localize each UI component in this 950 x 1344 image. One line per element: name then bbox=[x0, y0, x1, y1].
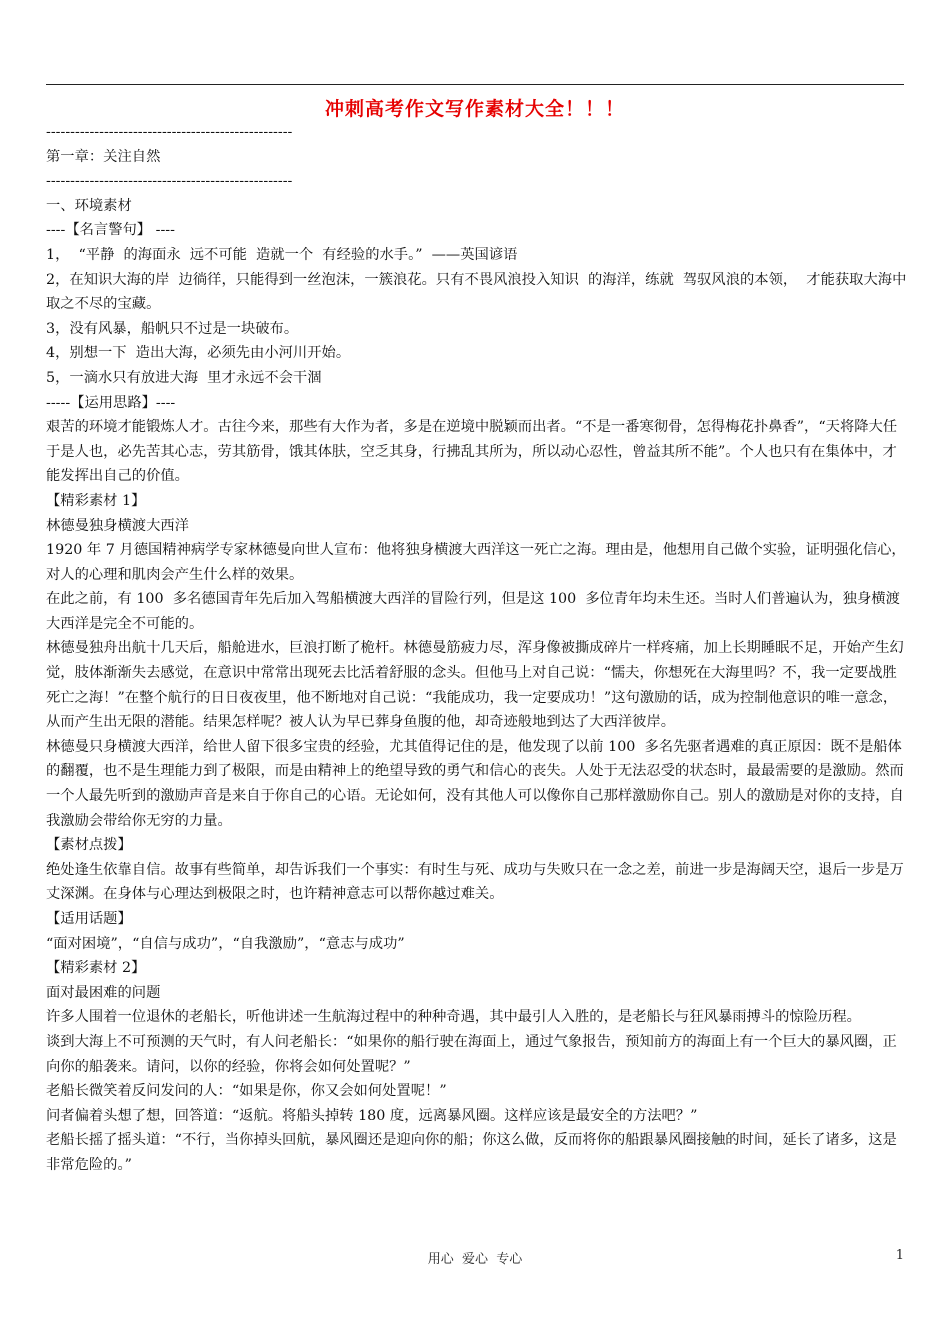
quote-item: 2，在知识大海的岸 边徜徉，只能得到一丝泡沫，一簇浪花。只有不畏风浪投入知识 的海洋，练就 驾驭风浪的本领， 才能获取大海中取之不尽的宝藏。 bbox=[46, 271, 907, 313]
quote-item: 3，没有风暴，船帆只不过是一块破布。 bbox=[46, 320, 299, 337]
chapter-heading: 第一章：关注自然 bbox=[46, 148, 161, 165]
material-title: 林德曼独身横渡大西洋 bbox=[46, 517, 189, 534]
paragraph: 谈到大海上不可预测的天气时，有人问老船长：“如果你的船行驶在海面上，通过气象报告，预知前方的海面上有一个巨大的暴风圈，正向你的船袭来。请问，以你的经验，你将会如何处置呢？” bbox=[46, 1033, 897, 1075]
paragraph: 老船长摇了摇头道：“不行，当你掉头回航，暴风圈还是迎向你的船；你这么做，反而将你的船跟暴风圈接触的时间，延长了诸多，这是非常危险的。” bbox=[46, 1132, 897, 1173]
paragraph: 1920 年 7 月德国精神病学专家林德曼向世人宣布：他将独身横渡大西洋这一死亡之海。理由是，他想用自己做个实验，证明强化信心，对人的心理和肌肉会产生什么样的效果。 bbox=[46, 542, 906, 583]
section-heading: 一、环境素材 bbox=[46, 197, 132, 214]
material-title: 面对最困难的问题 bbox=[46, 984, 161, 1001]
dashed-separator: --------------------------------------------------- bbox=[46, 173, 293, 190]
dashed-separator: --------------------------------------------------- bbox=[46, 124, 293, 140]
page-number: 1 bbox=[895, 1248, 904, 1263]
paragraph: 在此之前，有 100 多名德国青年先后加入驾船横渡大西洋的冒险行列，但是这 100 多位青年均未生还。当时人们普遍认为，独身横渡大西洋是完全不可能的。 bbox=[46, 591, 900, 632]
quote-item: 4，别想一下 造出大海，必须先由小河川开始。 bbox=[46, 345, 351, 362]
page-footer: 用心 爱心 专心 bbox=[427, 1252, 523, 1267]
paragraph: 林德曼只身横渡大西洋，给世人留下很多宝贵的经验，尤其值得记住的是，他发现了以前 100 多名先驱者遇难的真正原因：既不是船体的翻覆，也不是生理能力到了极限，而是由精神上的绝望导致的勇气和信心的丧失。人处于无法忍受的状态时，最最需要的是激励。然而一个人最先听到的激励声音是来自于你自己的心语。无论如何，没有其他人可以像你自己那样激励你自己。别人的激励是对你的支持，自我激励会带给你无穷的力量。 bbox=[46, 738, 904, 829]
page-title: 冲刺高考作文写作素材大全！！！ bbox=[324, 98, 625, 120]
paragraph: 老船长微笑着反问发问的人：“如果是你，你又会如何处置呢！” bbox=[46, 1083, 447, 1100]
paragraph: 林德曼独舟出航十几天后，船舱进水，巨浪打断了桅杆。林德曼筋疲力尽，浑身像被撕成碎片一样疼痛，加上长期睡眠不足，开始产生幻觉，肢体渐渐失去感觉，在意识中常常出现死去比活着舒服的念头。但他马上对自己说：“懦夫，你想死在大海里吗？不，我一定要战胜死亡之海！”在整个航行的日日夜夜里，他不断地对自己说：“我能成功，我一定要成功！”这句激励的话，成为控制他意识的唯一意念，从而产生出无限的潜能。结果怎样呢？被人认为早已葬身鱼腹的他，却奇迹般地到达了大西洋彼岸。 bbox=[46, 640, 904, 731]
paragraph: 问者偏着头想了想，回答道：“返航。将船头掉转 180 度，远离暴风圈。这样应该是最安全的方法吧？” bbox=[46, 1107, 698, 1124]
material-heading: 【素材点拨】 bbox=[46, 837, 132, 854]
subsection-heading: ----【名言警句】 ---- bbox=[46, 222, 175, 239]
quote-item: 5，一滴水只有放进大海 里才永远不会干涸 bbox=[46, 369, 322, 386]
paragraph: “面对困境”，“自信与成功”，“自我激励”，“意志与成功” bbox=[46, 935, 405, 952]
material-heading: 【精彩素材 1】 bbox=[46, 492, 146, 509]
material-heading: 【适用话题】 bbox=[46, 911, 132, 927]
quote-item: 1， “平静 的海面永 远不可能 造就一个 有经验的水手。” ——英国谚语 bbox=[46, 246, 518, 263]
material-heading: 【精彩素材 2】 bbox=[46, 960, 146, 977]
document-body bbox=[46, 120, 908, 1178]
paragraph: 许多人围着一位退休的老船长，听他讲述一生航海过程中的种种奇遇，其中最引人入胜的，是老船长与狂风暴雨搏斗的惊险历程。 bbox=[46, 1009, 861, 1026]
paragraph: 绝处逢生依靠自信。故事有些简单，却告诉我们一个事实：有时生与死、成功与失败只在一念之差，前进一步是海阔天空，退后一步是万丈深渊。在身体与心理达到极限之时，也许精神意志可以帮你越过难关。 bbox=[46, 861, 904, 903]
paragraph: 艰苦的环境才能锻炼人才。古往今来，那些有大作为者，多是在逆境中脱颖而出者。“不是一番寒彻骨，怎得梅花扑鼻香”，“天将降大任于是人也，必先苦其心志，劳其筋骨，饿其体肤，空乏其身，行拂乱其所为，所以动心忍性，曾益其所不能”。个人也只有在集体中，才能发挥出自己的价值。 bbox=[46, 419, 898, 485]
header-rule bbox=[46, 84, 904, 85]
subsection-heading: -----【运用思路】---- bbox=[46, 394, 176, 411]
